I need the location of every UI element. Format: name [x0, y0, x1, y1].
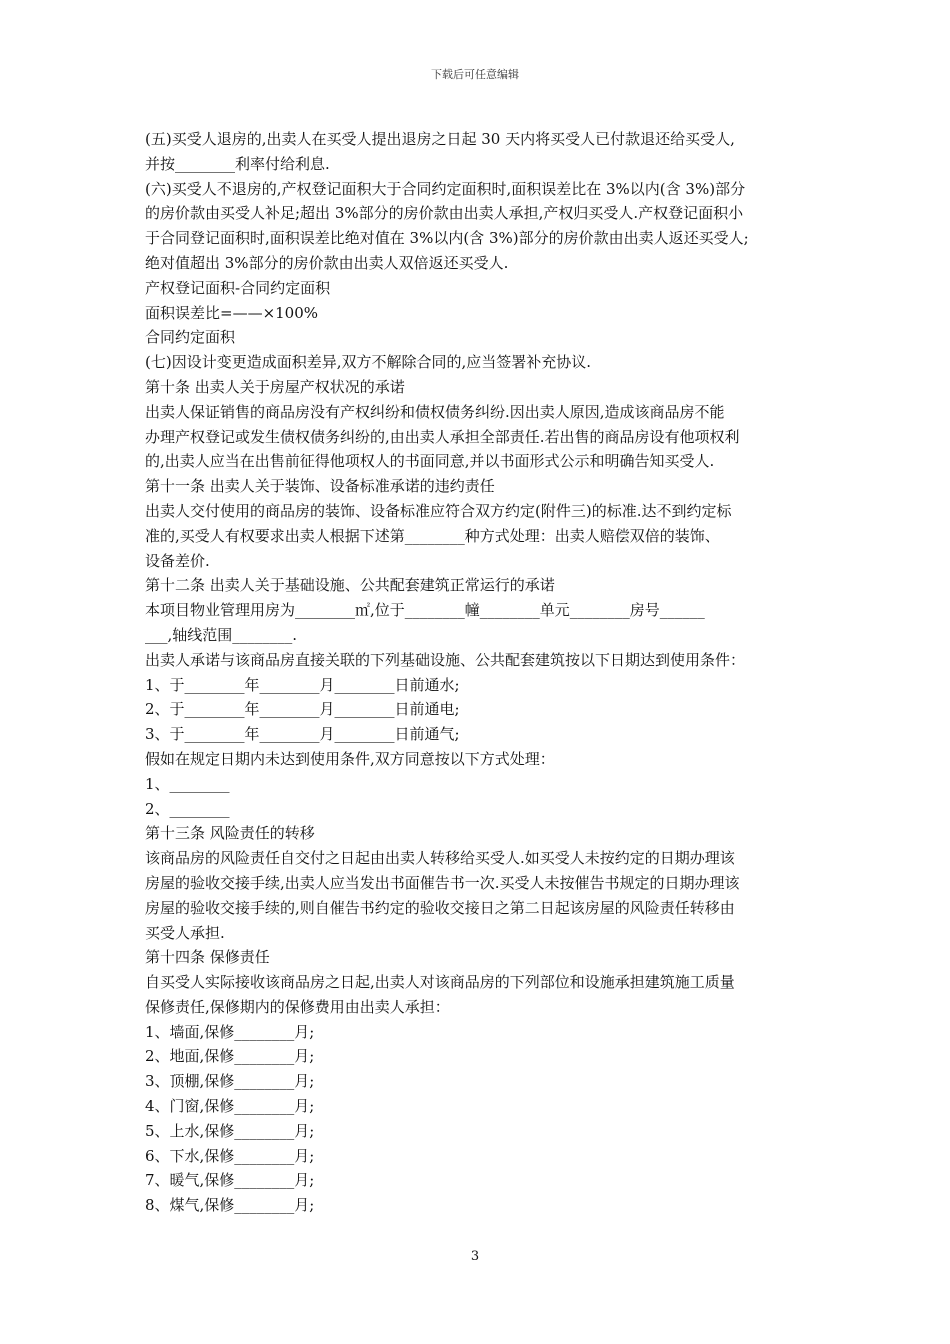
text-line: 第十三条 风险责任的转移 [145, 824, 315, 843]
text-line: 5、上水,保修________月; [145, 1121, 315, 1140]
text-line: 产权登记面积-合同约定面积 [145, 278, 331, 297]
text-line: 1、于________年________月________日前通水; [145, 675, 460, 694]
text-line: 出卖人保证销售的商品房没有产权纠纷和债权债务纠纷.因出卖人原因,造成该商品房不能 [145, 402, 725, 421]
text-line: (六)买受人不退房的,产权登记面积大于合同约定面积时,面积误差比在 3%以内(含 3%)部分 [145, 179, 746, 198]
text-line: 并按________利率付给利息. [145, 154, 330, 173]
text-line: 自买受人实际接收该商品房之日起,出卖人对该商品房的下列部位和设施承担建筑施工质量 [145, 973, 735, 992]
text-line: 买受人承担. [145, 923, 225, 942]
text-line: 2、________ [145, 799, 230, 818]
document-body [145, 127, 810, 1218]
text-line: 办理产权登记或发生债权债务纠纷的,由出卖人承担全部责任.若出售的商品房设有他项权利 [145, 427, 740, 446]
text-line: 假如在规定日期内未达到使用条件,双方同意按以下方式处理： [145, 749, 555, 768]
text-line: 绝对值超出 3%部分的房价款由出卖人双倍返还买受人. [145, 253, 509, 272]
text-line: 7、暖气,保修________月; [145, 1171, 315, 1190]
text-line: 3、于________年________月________日前通气; [145, 725, 460, 744]
text-line: 的房价款由买受人补足;超出 3%部分的房价款由出卖人承担,产权归买受人.产权登记面积小 [145, 204, 744, 223]
page-number: 3 [470, 1249, 480, 1264]
text-line: 的,出卖人应当在出售前征得他项权人的书面同意,并以书面形式公示和明确告知买受人. [145, 452, 715, 471]
text-line: 保修责任,保修期内的保修费用由出卖人承担： [145, 997, 450, 1016]
page-header: 下载后可任意编辑 [431, 68, 519, 81]
text-line: 房屋的验收交接手续,出卖人应当发出书面催告书一次.买受人未按催告书规定的日期办理该 [145, 873, 740, 892]
text-line: 3、顶棚,保修________月; [145, 1072, 315, 1091]
text-line: ___,轴线范围________. [145, 625, 298, 644]
text-line: 房屋的验收交接手续的,则自催告书约定的验收交接日之第二日起该房屋的风险责任转移由 [145, 898, 735, 917]
text-line: 2、于________年________月________日前通电; [145, 700, 460, 719]
text-line: 2、地面,保修________月; [145, 1047, 315, 1066]
text-line: (五)买受人退房的,出卖人在买受人提出退房之日起 30 天内将买受人已付款退还给买受人, [145, 130, 735, 148]
text-line: 8、煤气,保修________月; [145, 1196, 315, 1215]
text-line: 出卖人承诺与该商品房直接关联的下列基础设施、公共配套建筑按以下日期达到使用条件： [145, 650, 746, 669]
text-line: 于合同登记面积时,面积误差比绝对值在 3%以内(含 3%)部分的房价款由出卖人返还买受人; [145, 229, 749, 248]
text-line: 该商品房的风险责任自交付之日起由出卖人转移给买受人.如买受人未按约定的日期办理该 [145, 849, 735, 868]
text-line: 出卖人交付使用的商品房的装饰、设备标准应符合双方约定(附件三)的标准.达不到约定标 [145, 501, 732, 520]
text-line: 合同约定面积 [145, 328, 236, 347]
text-line: 第十二条 出卖人关于基础设施、公共配套建筑正常运行的承诺 [145, 576, 555, 595]
text-line: 第十一条 出卖人关于装饰、设备标准承诺的违约责任 [145, 477, 495, 496]
text-line: 1、墙面,保修________月; [145, 1022, 315, 1041]
text-line: 第十四条 保修责任 [145, 948, 270, 967]
text-line: 1、________ [145, 774, 230, 793]
text-line: 第十条 出卖人关于房屋产权状况的承诺 [145, 377, 405, 396]
text-line: 4、门窗,保修________月; [145, 1097, 315, 1116]
text-line: (七)因设计变更造成面积差异,双方不解除合同的,应当签署补充协议. [145, 353, 592, 372]
text-line: 6、下水,保修________月; [145, 1146, 315, 1165]
text-line: 准的,买受人有权要求出卖人根据下述第________种方式处理：出卖人赔偿双倍的装饰、 [145, 526, 720, 545]
text-line: 设备差价. [145, 551, 210, 570]
text-line: 本项目物业管理用房为________㎡,位于________幢________单元________房号______ [145, 601, 705, 620]
text-line: 面积误差比=——×100% [145, 303, 319, 322]
